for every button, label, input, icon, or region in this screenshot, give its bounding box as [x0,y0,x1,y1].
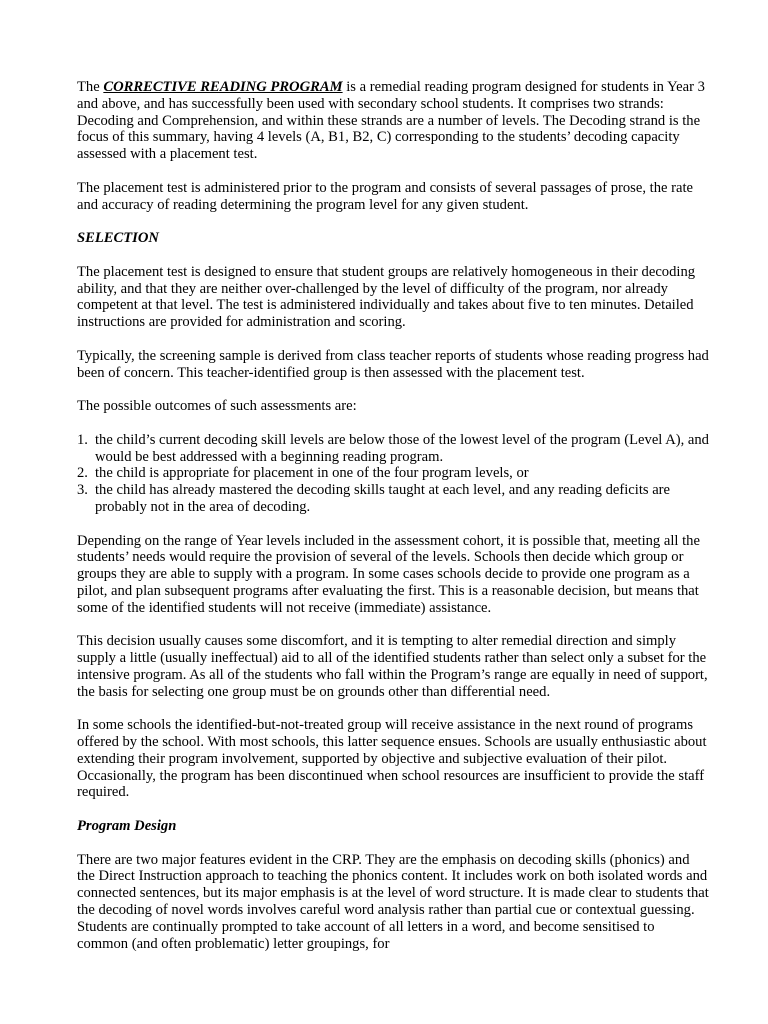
design-paragraph-1: There are two major features evident in the CRP. They are the emphasis on decoding skills (phonics) and the Direct Instruction approach to teaching the phonics content. It includes work on both isolated words and connected sentences, but its major emphasis is at the level of word structure. It is made clear to students that the decoding of novel words involves careful word analysis rather than partial cue or contextual guessing. Students are continually prompted to take account of all letters in a word, and become sensitised to common (and often problematic) letter groupings, for [77,851,709,952]
list-item-number: 3. [77,482,88,499]
list-item [77,465,709,482]
selection-paragraph-4: Depending on the range of Year levels included in the assessment cohort, it is possible that, meeting all the students’ needs would require the provision of several of the levels. Schools then decide which group or groups they are able to supply with a program. In some cases schools decide to provide one program as a pilot, and plan subsequent programs after evaluating the first. This is a reasonable decision, but means that some of the identified students will not receive (immediate) assistance. [77,532,700,616]
selection-paragraph-2: Typically, the screening sample is derived from class teacher reports of students whose reading progress had been of concern. This teacher-identified group is then assessed with the placement test. [77,347,709,381]
list-item-text: the child’s current decoding skill levels are below those of the lowest level of the program (Level A), and would be best addressed with a beginning reading program. [95,431,709,465]
list-item-number: 2. [77,465,88,482]
intro-text: is a remedial reading program designed for students in Year 3 and above, and has successfully been used with secondary school students. It comprises two strands: Decoding and Comprehension, and within these strands are a number of levels. The Decoding strand is the focus of this summary, having 4 levels (A, B1, B2, C) corresponding to the students’ decoding capacity assessed with a placement test. [77,79,705,163]
list-item-text: the child is appropriate for placement in one of the four program levels, or [95,465,529,482]
list-item [77,432,709,466]
program-design-heading: Program Design [77,818,177,835]
selection-heading: SELECTION [77,230,159,247]
program-title: CORRECTIVE READING PROGRAM [103,79,343,95]
selection-paragraph-1: The placement test is designed to ensure that student groups are relatively homogeneous in their decoding ability, and that they are neither over-challenged by the level of difficulty of the program, nor already competent at that level. The test is administered individually and takes about five to ten minutes. Detailed instructions are provided for administration and scoring. [77,263,696,331]
selection-paragraph-5: This decision usually causes some discomfort, and it is tempting to alter remedial direction and simply supply a little (usually ineffectual) aid to all of the identified students rather than select only a subset for the intensive program. As all of the students who fall within the Program’s range are equally in need of support, the basis for selecting one group must be on grounds other than differential need. [77,633,708,700]
list-item-text: the child has already mastered the decoding skills taught at each level, and any reading deficits are probably not in the area of decoding. [95,482,671,515]
outcomes-list [77,432,709,516]
list-item-number: 1. [77,431,88,448]
selection-paragraph-3: The possible outcomes of such assessments are: [77,398,357,415]
list-item [77,482,709,516]
document-body [77,79,709,969]
selection-paragraph-6: In some schools the identified-but-not-treated group will receive assistance in the next round of programs offered by the school. With most schools, this latter sequence ensues. Schools are usually enthusiastic about extending their program involvement, supported by objective and subjective evaluation of their pilot. Occasionally, the program has been discontinued when school resources are insufficient to provide the staff required. [77,717,707,801]
placement-paragraph: The placement test is administered prior to the program and consists of several passages of prose, the rate and accuracy of reading determining the program level for any given student. [77,179,693,213]
intro-paragraph [77,79,709,163]
intro-prefix: The [77,79,104,95]
